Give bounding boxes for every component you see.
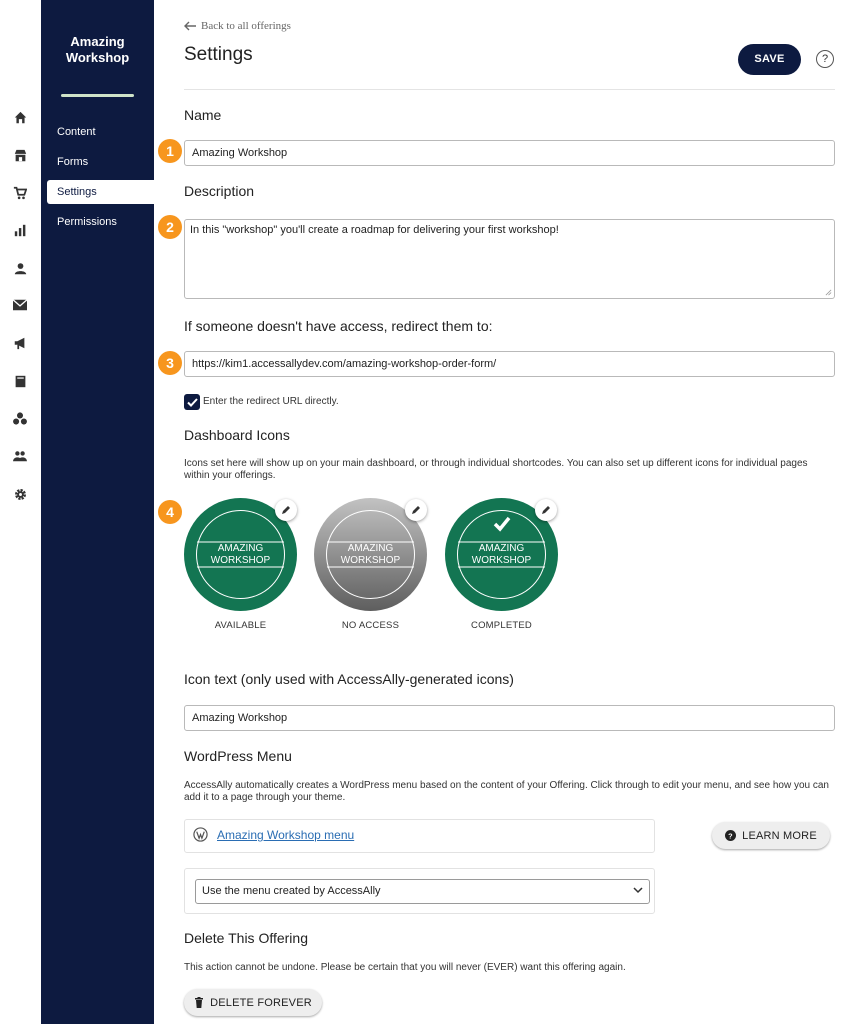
learn-more-label: LEARN MORE <box>742 829 817 842</box>
edit-pencil-icon[interactable] <box>535 499 557 521</box>
icon-text-input[interactable]: Amazing Workshop <box>184 705 835 731</box>
book-icon[interactable] <box>12 373 28 389</box>
redirect-checkbox[interactable] <box>184 394 200 410</box>
checkmark-icon <box>187 398 198 407</box>
edit-pencil-icon[interactable] <box>275 499 297 521</box>
page-title: Settings <box>184 44 253 65</box>
icon-caption: COMPLETED <box>471 620 532 631</box>
wp-menu-help: AccessAlly automatically creates a WordPress menu based on the content of your Offering. Click through to edit your menu, and see how you can add it to a page through your theme. <box>184 780 829 803</box>
step-badge: 4 <box>158 500 182 524</box>
delete-forever-button[interactable] <box>184 989 322 1016</box>
team-icon[interactable] <box>12 448 28 464</box>
icon-caption: NO ACCESS <box>341 620 400 631</box>
sidebar-item-forms[interactable]: Forms <box>57 156 89 168</box>
icon-text-line2: WORKSHOP <box>340 555 401 566</box>
description-text: In this "workshop" you'll create a roadmap for delivering your first workshop! <box>190 224 559 236</box>
chart-icon[interactable] <box>12 222 28 238</box>
help-icon[interactable]: ? <box>816 50 834 68</box>
name-input[interactable]: Amazing Workshop <box>184 140 835 166</box>
user-icon[interactable] <box>12 260 28 276</box>
mail-icon[interactable] <box>12 297 28 313</box>
wp-menu-link-card <box>184 819 655 853</box>
icon-text-line1: AMAZING <box>217 543 264 554</box>
icon-text-label: Icon text (only used with AccessAlly-generated icons) <box>184 671 514 687</box>
name-label: Name <box>184 107 222 123</box>
header-divider <box>184 89 835 90</box>
trash-icon <box>194 997 204 1008</box>
description-label: Description <box>184 183 255 199</box>
arrow-left-icon <box>184 21 196 31</box>
sidebar-item-settings[interactable]: Settings <box>47 180 154 204</box>
redirect-url-input[interactable]: https://kim1.accessallydev.com/amazing-workshop-order-form/ <box>184 351 835 377</box>
learn-more-button[interactable] <box>712 822 830 849</box>
step-badge: 2 <box>158 215 182 239</box>
wp-menu-label: WordPress Menu <box>184 748 292 764</box>
groups-icon[interactable] <box>12 410 28 426</box>
icon-caption: AVAILABLE <box>214 620 267 631</box>
dashboard-icons-label: Dashboard Icons <box>184 427 290 443</box>
back-link[interactable] <box>184 20 291 32</box>
redirect-checkbox-label[interactable]: Enter the redirect URL directly. <box>203 396 339 407</box>
wp-menu-select[interactable] <box>195 879 650 904</box>
sidebar-item-content[interactable]: Content <box>57 126 96 138</box>
icon-text-line2: WORKSHOP <box>210 555 271 566</box>
title-divider <box>61 94 134 97</box>
wp-menu-select-value: Use the menu created by AccessAlly <box>202 885 381 897</box>
save-button[interactable]: SAVE <box>738 44 801 75</box>
icon-rail <box>0 0 41 1024</box>
offering-sidebar <box>41 0 154 1024</box>
question-circle-icon <box>725 830 736 841</box>
megaphone-icon[interactable] <box>12 335 28 351</box>
store-icon[interactable] <box>12 147 28 163</box>
svg-text:?: ? <box>728 831 733 841</box>
dashboard-icons-help: Icons set here will show up on your main dashboard, or through individual shortcodes. You can also set up different icons for individual pages within your offerings. <box>184 458 808 481</box>
wordpress-icon <box>193 827 208 842</box>
delete-forever-label: DELETE FOREVER <box>210 996 312 1009</box>
redirect-label: If someone doesn't have access, redirect them to: <box>184 318 493 334</box>
sidebar-item-permissions[interactable]: Permissions <box>57 216 117 228</box>
home-icon[interactable] <box>12 109 28 125</box>
resize-handle-icon[interactable] <box>825 289 832 296</box>
offering-title: Amazing Workshop <box>65 34 130 65</box>
delete-offering-label: Delete This Offering <box>184 930 308 946</box>
gear-icon[interactable] <box>12 486 28 502</box>
icon-text-line2: WORKSHOP <box>471 555 532 566</box>
back-link-label: Back to all offerings <box>201 20 291 32</box>
icon-text-line1: AMAZING <box>347 543 394 554</box>
chevron-down-icon <box>633 887 643 894</box>
cart-icon[interactable] <box>12 185 28 201</box>
description-textarea[interactable] <box>184 219 835 299</box>
wp-menu-select-card <box>184 868 655 914</box>
wp-menu-link[interactable]: Amazing Workshop menu <box>217 828 355 842</box>
edit-pencil-icon[interactable] <box>405 499 427 521</box>
step-badge: 1 <box>158 139 182 163</box>
step-badge: 3 <box>158 351 182 375</box>
icon-text-line1: AMAZING <box>478 543 525 554</box>
delete-offering-help: This action cannot be undone. Please be certain that you will never (EVER) want this offering again. <box>184 962 626 973</box>
